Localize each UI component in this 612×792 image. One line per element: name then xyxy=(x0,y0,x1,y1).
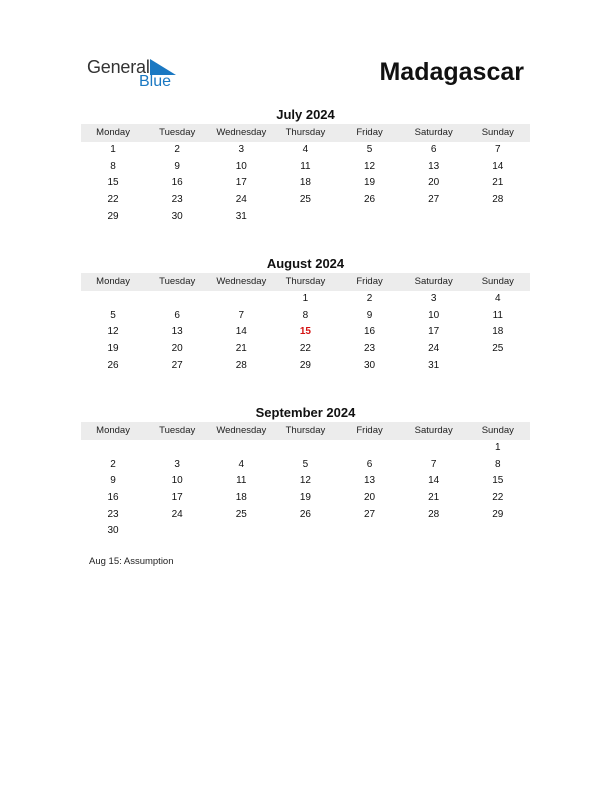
day-cell: 14 xyxy=(235,326,247,338)
day-cell: 23 xyxy=(107,508,119,520)
weekday-header: Friday xyxy=(356,127,383,138)
day-cell: 1 xyxy=(302,293,309,304)
day-cell: 21 xyxy=(235,343,247,355)
week-row xyxy=(81,142,530,159)
day-cell: 19 xyxy=(364,177,376,189)
day-cell: 30 xyxy=(107,525,119,537)
weekday-header-row xyxy=(81,273,530,291)
day-cell: 14 xyxy=(492,160,504,172)
empty-day-cell xyxy=(209,291,273,308)
week-row xyxy=(81,209,530,226)
empty-day-cell xyxy=(145,440,209,457)
day-cell: 19 xyxy=(299,492,311,504)
day-cell: 13 xyxy=(364,475,376,487)
week-row xyxy=(81,175,530,192)
day-cell: 28 xyxy=(428,508,440,520)
weekday-header: Tuesday xyxy=(159,276,196,287)
week-row xyxy=(81,291,530,308)
country-title: Madagascar xyxy=(379,58,524,86)
day-cell: 30 xyxy=(171,210,183,222)
empty-day-cell xyxy=(402,440,466,457)
weekday-header: Tuesday xyxy=(159,425,196,436)
empty-day-cell xyxy=(338,209,402,226)
week-row xyxy=(81,457,530,474)
day-cell: 2 xyxy=(110,458,116,470)
day-cell: 12 xyxy=(107,326,119,338)
day-cell: 29 xyxy=(299,359,311,371)
empty-day-cell xyxy=(338,523,402,540)
day-cell: 16 xyxy=(364,326,376,338)
day-cell: 27 xyxy=(171,359,183,371)
day-cell: 21 xyxy=(428,492,440,504)
holiday-notes xyxy=(89,556,174,567)
week-row xyxy=(81,523,530,540)
weekday-header: Wednesday xyxy=(216,127,267,138)
weekday-header: Saturday xyxy=(414,127,453,138)
month-september xyxy=(81,405,530,540)
month-title: September 2024 xyxy=(255,405,356,420)
weekday-header: Tuesday xyxy=(159,127,196,138)
day-cell: 25 xyxy=(235,508,247,520)
week-row xyxy=(81,507,530,524)
day-cell: 1 xyxy=(495,442,501,453)
day-cell: 19 xyxy=(107,343,119,355)
day-cell: 11 xyxy=(300,160,311,172)
empty-day-cell xyxy=(145,291,209,308)
day-cell: 21 xyxy=(492,177,504,189)
empty-day-cell xyxy=(466,358,530,375)
weekday-header: Thursday xyxy=(285,425,326,436)
day-cell: 5 xyxy=(110,309,116,321)
day-cell: 15 xyxy=(107,177,119,189)
day-cell: 27 xyxy=(428,194,440,206)
day-cell: 22 xyxy=(107,194,119,206)
weekday-header: Thursday xyxy=(285,127,326,138)
day-cell: 16 xyxy=(171,177,183,189)
holiday-note: Aug 15: Assumption xyxy=(89,556,174,567)
day-cell: 13 xyxy=(171,326,183,338)
weekday-header: Monday xyxy=(96,425,130,436)
day-cell: 2 xyxy=(174,144,180,155)
day-cell: 20 xyxy=(364,492,376,504)
day-cell: 20 xyxy=(428,177,440,189)
empty-day-cell xyxy=(209,523,273,540)
empty-day-cell xyxy=(466,523,530,540)
day-cell: 7 xyxy=(495,144,501,155)
week-row xyxy=(81,440,530,457)
day-cell: 1 xyxy=(110,144,116,155)
day-cell: 24 xyxy=(428,343,440,355)
day-cell: 26 xyxy=(299,508,311,520)
empty-day-cell xyxy=(402,523,466,540)
empty-day-cell xyxy=(145,523,209,540)
day-cell: 7 xyxy=(238,309,245,321)
week-row xyxy=(81,159,530,176)
empty-day-cell xyxy=(338,440,402,457)
month-title: July 2024 xyxy=(276,107,335,122)
month-august xyxy=(81,256,530,374)
day-cell: 7 xyxy=(430,458,437,470)
week-row xyxy=(81,308,530,325)
weekday-header: Saturday xyxy=(414,276,453,287)
day-cell: 22 xyxy=(492,492,504,504)
day-cell: 12 xyxy=(364,160,376,172)
day-cell: 26 xyxy=(364,194,376,206)
day-cell: 16 xyxy=(107,492,119,504)
empty-day-cell xyxy=(273,523,337,540)
day-cell: 22 xyxy=(299,343,311,355)
day-cell: 20 xyxy=(171,343,183,355)
day-cell: 18 xyxy=(299,177,311,189)
holiday-day-cell: 15 xyxy=(299,326,311,338)
day-cell: 18 xyxy=(235,492,247,504)
week-row xyxy=(81,341,530,358)
week-row xyxy=(81,473,530,490)
day-cell: 8 xyxy=(495,458,501,470)
day-cell: 3 xyxy=(174,458,180,470)
day-cell: 3 xyxy=(238,144,245,155)
day-cell: 4 xyxy=(238,458,245,470)
empty-day-cell xyxy=(273,209,337,226)
weekday-header: Sunday xyxy=(481,127,514,138)
day-cell: 4 xyxy=(302,144,309,155)
weekday-header: Friday xyxy=(356,425,383,436)
day-cell: 10 xyxy=(235,160,247,172)
day-cell: 27 xyxy=(364,508,376,520)
week-row xyxy=(81,192,530,209)
day-cell: 23 xyxy=(171,194,183,206)
day-cell: 24 xyxy=(235,194,247,206)
day-cell: 25 xyxy=(299,194,311,206)
day-cell: 13 xyxy=(428,160,440,172)
day-cell: 5 xyxy=(302,458,309,470)
day-cell: 10 xyxy=(171,475,183,487)
day-cell: 9 xyxy=(110,475,116,487)
day-cell: 4 xyxy=(495,293,501,304)
day-cell: 3 xyxy=(430,293,437,304)
day-cell: 9 xyxy=(366,309,373,321)
empty-day-cell xyxy=(402,209,466,226)
day-cell: 8 xyxy=(302,309,309,321)
day-cell: 25 xyxy=(492,343,504,355)
day-cell: 10 xyxy=(428,309,440,321)
day-cell: 6 xyxy=(366,458,373,470)
weekday-header: Wednesday xyxy=(216,276,267,287)
day-cell: 17 xyxy=(171,492,183,504)
day-cell: 29 xyxy=(492,508,504,520)
empty-day-cell xyxy=(209,440,273,457)
day-cell: 8 xyxy=(110,160,116,172)
day-cell: 6 xyxy=(430,144,437,155)
empty-day-cell xyxy=(81,440,145,457)
weekday-header: Monday xyxy=(96,127,130,138)
day-cell: 5 xyxy=(366,144,373,155)
weekday-header: Wednesday xyxy=(216,425,267,436)
day-cell: 30 xyxy=(364,359,376,371)
day-cell: 9 xyxy=(174,160,180,172)
logo-text-blue: Blue xyxy=(139,73,172,90)
day-cell: 17 xyxy=(428,326,440,338)
day-cell: 17 xyxy=(235,177,247,189)
generalblue-logo xyxy=(87,57,197,93)
day-cell: 11 xyxy=(492,309,503,321)
week-row xyxy=(81,358,530,375)
day-cell: 31 xyxy=(428,359,440,371)
day-cell: 28 xyxy=(235,359,247,371)
weekday-header: Monday xyxy=(96,276,130,287)
day-cell: 2 xyxy=(366,293,373,304)
day-cell: 26 xyxy=(107,359,119,371)
day-cell: 11 xyxy=(236,475,247,487)
week-row xyxy=(81,490,530,507)
day-cell: 29 xyxy=(107,210,119,222)
empty-day-cell xyxy=(81,291,145,308)
weekday-header-row xyxy=(81,124,530,142)
weekday-header: Saturday xyxy=(414,425,453,436)
day-cell: 12 xyxy=(299,475,311,487)
month-title: August 2024 xyxy=(266,256,345,271)
day-cell: 31 xyxy=(235,210,247,222)
week-row xyxy=(81,324,530,341)
day-cell: 18 xyxy=(492,326,504,338)
day-cell: 23 xyxy=(364,343,376,355)
day-cell: 28 xyxy=(492,194,504,206)
day-cell: 24 xyxy=(171,508,183,520)
weekday-header: Sunday xyxy=(481,276,514,287)
month-july xyxy=(81,107,530,225)
day-cell: 15 xyxy=(492,475,504,487)
day-cell: 6 xyxy=(174,309,180,321)
weekday-header: Sunday xyxy=(481,425,514,436)
empty-day-cell xyxy=(466,209,530,226)
logo-text-general: General xyxy=(87,57,150,77)
weekday-header-row xyxy=(81,422,530,440)
weekday-header: Friday xyxy=(356,276,383,287)
day-cell: 14 xyxy=(428,475,440,487)
weekday-header: Thursday xyxy=(285,276,326,287)
empty-day-cell xyxy=(273,440,337,457)
